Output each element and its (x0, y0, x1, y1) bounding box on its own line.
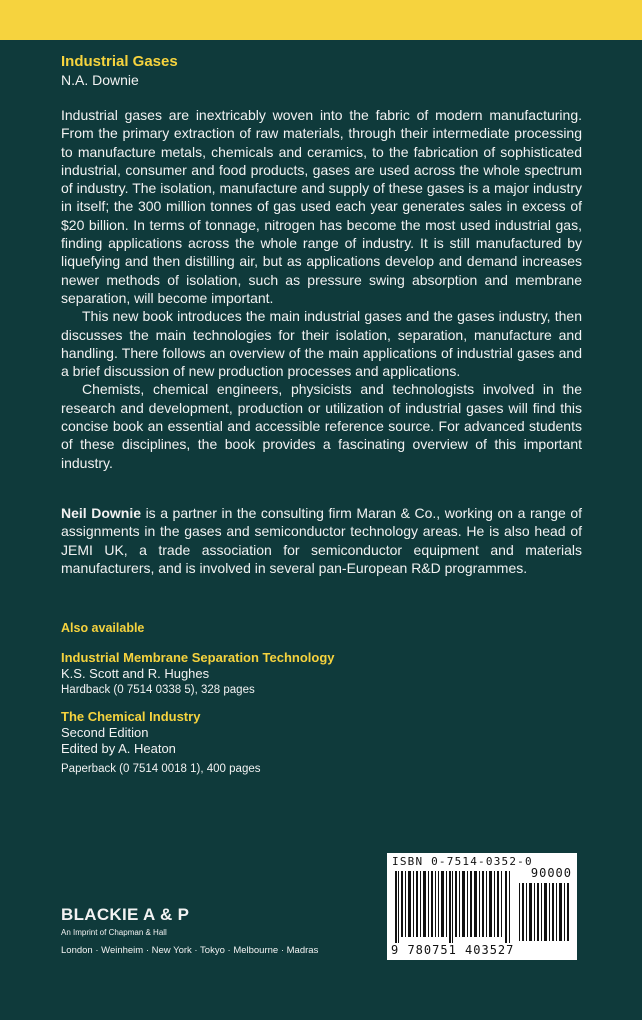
price-code: 90000 (530, 866, 572, 880)
publisher-logo: BLACKIE A & P (61, 905, 190, 924)
author-bio-name: Neil Downie (61, 505, 142, 521)
related-book-details: Hardback (0 7514 0338 5), 328 pages (61, 684, 255, 696)
related-book (61, 650, 421, 699)
top-yellow-band (0, 0, 642, 40)
publisher-cities: London · Weinheim · New York · Tokyo · Melbourne · Madras (61, 945, 319, 956)
isbn-barcode (387, 853, 577, 960)
publisher-block (61, 905, 361, 957)
author-bio-text: is a partner in the consulting firm Maran & Co., working on a range of assignments in the gases and semiconductor technology areas. He is also head of JEMI UK, a trade association for semiconductor equipment and materials manufacturers, and is involved in several pan-European R&D programmes. (61, 505, 582, 576)
book-author: N.A. Downie (61, 72, 139, 88)
book-title: Industrial Gases (61, 53, 178, 70)
related-book-title: The Chemical Industry (61, 709, 201, 724)
also-available-section (61, 620, 421, 788)
related-book-title: Industrial Membrane Separation Technology (61, 650, 335, 665)
isbn-number: ISBN 0-7514-0352-0 (392, 855, 533, 868)
related-book-details: Paperback (0 7514 0018 1), 400 pages (61, 763, 261, 775)
description-paragraph-3: Chemists, chemical engineers, physicists and technologists involved in the research and development, production or utilization of industrial gases will find this concise book an essential and accessible reference source. For advanced students of these disciplines, the book provides a fascinating overview of this important industry. (61, 381, 582, 471)
related-book-editor: Edited by A. Heaton (61, 741, 176, 756)
author-bio-paragraph (61, 504, 582, 577)
also-available-heading: Also available (61, 621, 145, 635)
price-barcode-bars (519, 883, 571, 941)
barcode-bars (395, 871, 513, 943)
publisher-imprint: An Imprint of Chapman & Hall (61, 928, 167, 937)
ean-number: 9 780751 403527 (391, 943, 515, 957)
description-paragraph-1: Industrial gases are inextricably woven into the fabric of modern manufacturing. From the primary extraction of raw materials, through their intermediate processing to manufacture metals, chemicals and ceramics, to the fabrication of sophisticated industrial, consumer and food products, gases are used across the whole spectrum of industry. The isolation, manufacture and supply of these gases is a major industry in itself; the 300 million tonnes of gas used each year generates sales in excess of $20 billion. In terms of tonnage, nitrogen has become the most used industrial gas, finding applications across the whole range of industry. It is still manufactured by liquefying and then distilling air, but as applications develop and demand increases newer methods of isolation, such as pressure swing absorption and membrane separation, will become important. (61, 107, 582, 306)
related-book-edition: Second Edition (61, 725, 149, 740)
book-description (61, 106, 582, 472)
related-book-authors: K.S. Scott and R. Hughes (61, 666, 210, 681)
related-book (61, 709, 421, 778)
description-paragraph-2: This new book introduces the main industrial gases and the gases industry, then discusses the main technologies for their isolation, separation, manufacture and handling. There follows an overview of the main applications of industrial gases and a brief discussion of new production processes and applications. (61, 308, 582, 380)
author-bio (61, 504, 582, 577)
book-header (61, 52, 581, 89)
